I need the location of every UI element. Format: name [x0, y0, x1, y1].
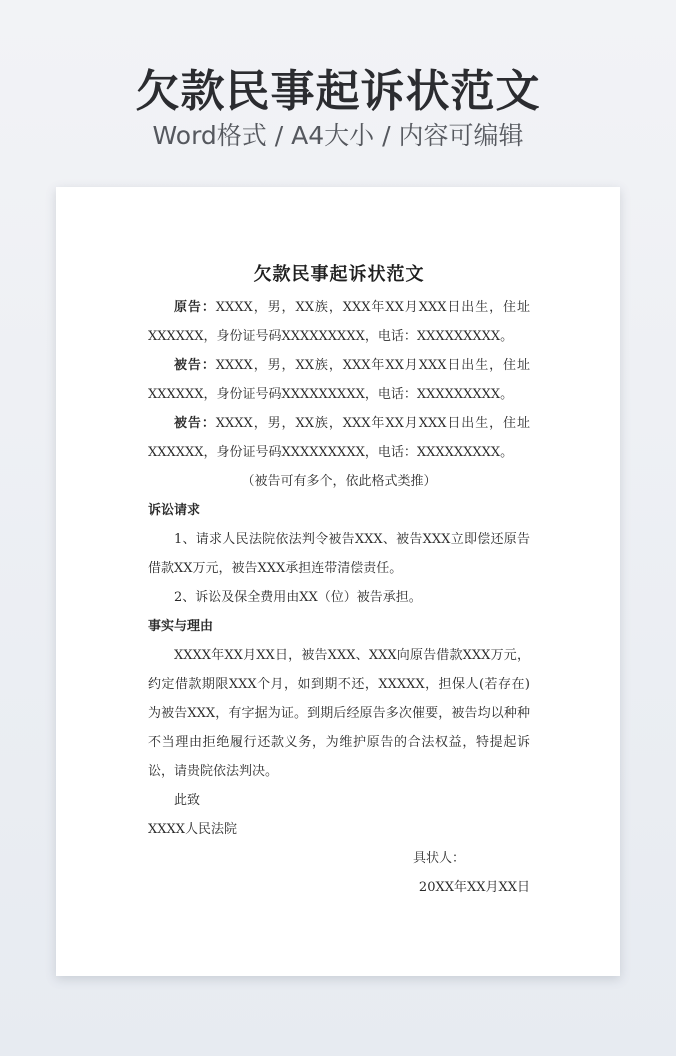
defendant-paragraph-2 — [148, 409, 530, 467]
document-page — [56, 187, 620, 976]
claim-item-1: 1、请求人民法院依法判令被告XXX、被告XXX立即偿还原告借款XX万元，被告XXX承担连带清偿责任。 — [148, 532, 530, 576]
document-body — [148, 259, 530, 902]
defendant-paragraph-1 — [148, 351, 530, 409]
claims-heading: 诉讼请求 — [148, 503, 201, 518]
plaintiff-text: XXXX，男，XX族，XXX年XX月XXX日出生，住址XXXXXX，身份证号码XXXXXXXXX，电话：XXXXXXXXX。 — [148, 300, 530, 344]
plaintiff-label: 原告： — [174, 300, 216, 315]
document-title: 欠款民事起诉状范文 — [253, 264, 425, 285]
document-date: 20XX年XX月XX日 — [418, 880, 530, 895]
defendant-label-1: 被告： — [174, 358, 216, 373]
defendant-note: （被告可有多个，依此格式类推） — [241, 474, 437, 489]
banner-title: 欠款民事起诉状范文 — [135, 66, 541, 117]
signer-line: 具状人： — [413, 851, 466, 866]
facts-heading: 事实与理由 — [148, 619, 214, 634]
claim-item-2: 2、诉讼及保全费用由XX（位）被告承担。 — [174, 590, 422, 605]
plaintiff-paragraph — [148, 293, 530, 351]
defendant-text-1: XXXX，男，XX族，XXX年XX月XXX日出生，住址XXXXXX，身份证号码XXXXXXXXX，电话：XXXXXXXXX。 — [148, 358, 530, 402]
closing-text: 此致 — [174, 793, 201, 808]
court-name: XXXX人民法院 — [148, 822, 238, 837]
defendant-label-2: 被告： — [174, 416, 216, 431]
facts-paragraph: XXXX年XX月XX日，被告XXX、XXX向原告借款XXX万元，约定借款期限XXX个月，如到期不还，XXXXX，担保人(若存在)为被告XXX，有字据为证。到期后经原告多次催要，被告均以种种不当理由拒绝履行还款义务，为维护原告的合法权益，特提起诉讼，请贵院依法判决。 — [148, 648, 530, 779]
defendant-text-2: XXXX，男，XX族，XXX年XX月XXX日出生，住址XXXXXX，身份证号码XXXXXXXXX，电话：XXXXXXXXX。 — [148, 416, 530, 460]
banner-subtitle: Word格式 / A4大小 / 内容可编辑 — [152, 121, 524, 150]
